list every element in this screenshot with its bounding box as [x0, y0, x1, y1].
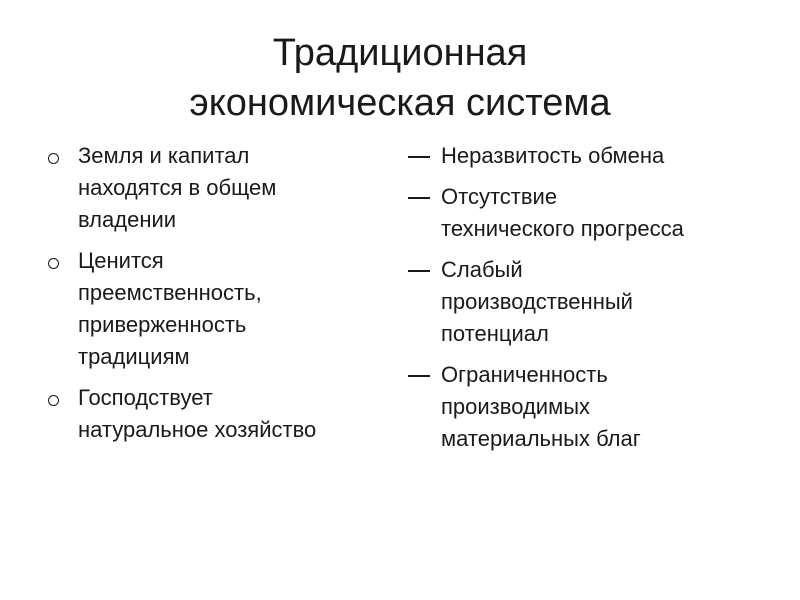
- feature-text: Господствует натуральное хозяйство: [78, 385, 317, 442]
- drawbacks-list: [405, 140, 765, 464]
- features-list: [42, 140, 382, 455]
- feature-item: [42, 382, 382, 446]
- drawback-text: Отсутствие технического прогресса: [441, 184, 684, 241]
- feature-item: [42, 245, 382, 373]
- drawback-item: [405, 181, 765, 245]
- feature-text: Земля и капитал находятся в общем владении: [78, 143, 277, 232]
- drawback-text: Неразвитость обмена: [441, 143, 665, 168]
- slide-title: [0, 28, 800, 128]
- feature-item: [42, 140, 382, 236]
- drawback-item: [405, 359, 765, 455]
- title-line-2: экономическая система: [189, 82, 611, 124]
- title-line-1: Традиционная: [272, 32, 528, 74]
- drawback-text: Ограниченность производимых материальных благ: [441, 362, 641, 451]
- drawback-item: [405, 140, 765, 172]
- drawback-item: [405, 254, 765, 350]
- drawback-text: Слабый производственный потенциал: [441, 257, 633, 346]
- feature-text: Ценится преемственность, приверженность традициям: [78, 248, 262, 369]
